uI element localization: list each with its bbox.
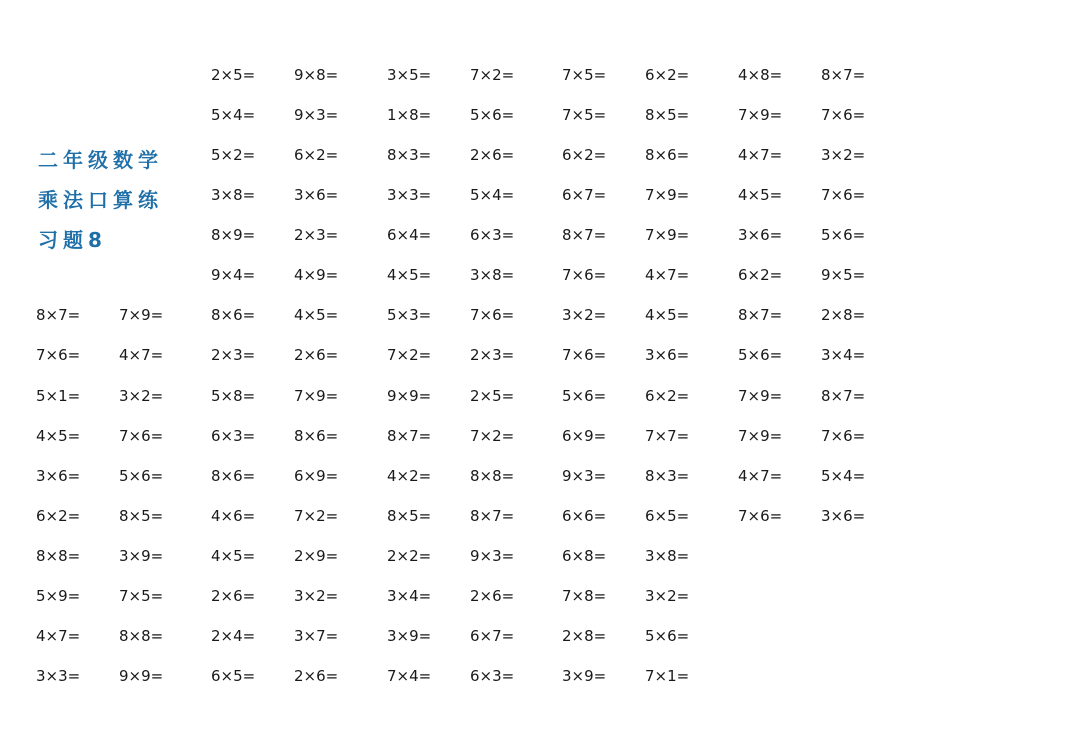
problem-item: 8×7= bbox=[36, 306, 81, 324]
problem-item: 7×6= bbox=[470, 306, 515, 324]
problem-item: 2×6= bbox=[470, 587, 515, 605]
problem-item: 3×4= bbox=[387, 587, 432, 605]
problem-item: 9×9= bbox=[387, 387, 432, 405]
problem-item: 8×7= bbox=[387, 427, 432, 445]
problem-item: 7×5= bbox=[562, 66, 607, 84]
problem-item: 4×8= bbox=[738, 66, 783, 84]
problem-item: 7×9= bbox=[645, 186, 690, 204]
problem-item: 2×2= bbox=[387, 547, 432, 565]
problem-item: 8×9= bbox=[211, 226, 256, 244]
problem-item: 2×3= bbox=[211, 346, 256, 364]
problem-item: 9×4= bbox=[211, 266, 256, 284]
problem-item: 7×6= bbox=[821, 106, 866, 124]
problem-item: 7×6= bbox=[562, 266, 607, 284]
problem-item: 7×6= bbox=[119, 427, 164, 445]
problem-item: 3×3= bbox=[387, 186, 432, 204]
problem-item: 8×8= bbox=[119, 627, 164, 645]
problem-item: 8×7= bbox=[738, 306, 783, 324]
problem-item: 6×3= bbox=[470, 667, 515, 685]
problem-item: 5×9= bbox=[36, 587, 81, 605]
problem-item: 3×2= bbox=[645, 587, 690, 605]
problem-item: 5×3= bbox=[387, 306, 432, 324]
problem-item: 6×2= bbox=[645, 66, 690, 84]
problem-item: 3×6= bbox=[36, 467, 81, 485]
problem-item: 6×6= bbox=[562, 507, 607, 525]
problem-item: 6×7= bbox=[470, 627, 515, 645]
problem-item: 8×7= bbox=[821, 66, 866, 84]
problem-item: 2×3= bbox=[294, 226, 339, 244]
problem-item: 2×6= bbox=[294, 346, 339, 364]
problem-item: 6×2= bbox=[645, 387, 690, 405]
worksheet-title bbox=[38, 140, 188, 260]
problem-item: 7×8= bbox=[562, 587, 607, 605]
problem-item: 4×5= bbox=[387, 266, 432, 284]
problem-item: 8×6= bbox=[211, 306, 256, 324]
problem-item: 7×4= bbox=[387, 667, 432, 685]
problem-item: 5×6= bbox=[119, 467, 164, 485]
problem-item: 8×7= bbox=[470, 507, 515, 525]
problem-item: 3×6= bbox=[738, 226, 783, 244]
problem-item: 6×2= bbox=[738, 266, 783, 284]
problem-item: 7×5= bbox=[119, 587, 164, 605]
problem-item: 5×1= bbox=[36, 387, 81, 405]
problem-item: 4×7= bbox=[738, 467, 783, 485]
problem-item: 5×4= bbox=[821, 467, 866, 485]
problem-item: 3×8= bbox=[645, 547, 690, 565]
problem-item: 9×3= bbox=[294, 106, 339, 124]
problem-item: 4×9= bbox=[294, 266, 339, 284]
problem-item: 3×5= bbox=[387, 66, 432, 84]
problem-item: 8×3= bbox=[387, 146, 432, 164]
problem-item: 5×6= bbox=[821, 226, 866, 244]
problem-item: 7×6= bbox=[821, 427, 866, 445]
problem-item: 5×6= bbox=[562, 387, 607, 405]
title-line-1: 二年级数学 bbox=[38, 148, 163, 172]
problem-item: 4×7= bbox=[119, 346, 164, 364]
problem-item: 6×4= bbox=[387, 226, 432, 244]
problem-item: 9×8= bbox=[294, 66, 339, 84]
problem-item: 3×9= bbox=[387, 627, 432, 645]
problem-item: 2×5= bbox=[211, 66, 256, 84]
problem-item: 7×6= bbox=[562, 346, 607, 364]
problem-item: 4×5= bbox=[645, 306, 690, 324]
problem-item: 7×6= bbox=[738, 507, 783, 525]
problem-item: 6×5= bbox=[645, 507, 690, 525]
problem-item: 7×9= bbox=[738, 106, 783, 124]
problem-item: 4×5= bbox=[211, 547, 256, 565]
problem-item: 7×1= bbox=[645, 667, 690, 685]
problem-item: 3×6= bbox=[294, 186, 339, 204]
problem-item: 2×6= bbox=[211, 587, 256, 605]
problem-item: 8×5= bbox=[119, 507, 164, 525]
problem-item: 4×5= bbox=[294, 306, 339, 324]
problem-item: 1×8= bbox=[387, 106, 432, 124]
problem-item: 9×3= bbox=[470, 547, 515, 565]
problem-item: 7×9= bbox=[645, 226, 690, 244]
problem-item: 6×3= bbox=[470, 226, 515, 244]
problem-item: 2×6= bbox=[294, 667, 339, 685]
title-line-2: 乘法口算练 bbox=[38, 188, 163, 212]
problem-item: 7×7= bbox=[645, 427, 690, 445]
problem-item: 4×5= bbox=[36, 427, 81, 445]
problem-item: 8×7= bbox=[821, 387, 866, 405]
problem-item: 6×9= bbox=[562, 427, 607, 445]
problem-item: 6×2= bbox=[562, 146, 607, 164]
problem-item: 9×9= bbox=[119, 667, 164, 685]
problem-item: 3×2= bbox=[821, 146, 866, 164]
problem-item: 7×9= bbox=[119, 306, 164, 324]
problem-item: 2×9= bbox=[294, 547, 339, 565]
problem-item: 2×5= bbox=[470, 387, 515, 405]
problem-item: 6×2= bbox=[36, 507, 81, 525]
problem-item: 4×7= bbox=[738, 146, 783, 164]
problem-item: 8×3= bbox=[645, 467, 690, 485]
problem-item: 5×8= bbox=[211, 387, 256, 405]
problem-item: 6×2= bbox=[294, 146, 339, 164]
problem-item: 8×8= bbox=[470, 467, 515, 485]
problem-item: 8×6= bbox=[645, 146, 690, 164]
problem-item: 8×6= bbox=[211, 467, 256, 485]
problem-item: 3×9= bbox=[562, 667, 607, 685]
problem-item: 5×2= bbox=[211, 146, 256, 164]
problem-item: 4×7= bbox=[645, 266, 690, 284]
problem-item: 4×7= bbox=[36, 627, 81, 645]
problem-item: 5×6= bbox=[470, 106, 515, 124]
problem-item: 2×6= bbox=[470, 146, 515, 164]
problem-item: 3×7= bbox=[294, 627, 339, 645]
problem-item: 3×6= bbox=[645, 346, 690, 364]
problem-item: 7×2= bbox=[470, 427, 515, 445]
title-line-3: 习题8 bbox=[38, 228, 107, 252]
problem-item: 6×5= bbox=[211, 667, 256, 685]
problem-item: 6×7= bbox=[562, 186, 607, 204]
problem-item: 3×4= bbox=[821, 346, 866, 364]
problem-item: 6×3= bbox=[211, 427, 256, 445]
problem-item: 5×4= bbox=[211, 106, 256, 124]
problem-item: 7×2= bbox=[294, 507, 339, 525]
problem-item: 9×5= bbox=[821, 266, 866, 284]
problem-item: 2×8= bbox=[821, 306, 866, 324]
problem-item: 4×2= bbox=[387, 467, 432, 485]
problem-item: 7×9= bbox=[738, 427, 783, 445]
problem-item: 7×6= bbox=[36, 346, 81, 364]
problem-item: 5×6= bbox=[738, 346, 783, 364]
problem-item: 3×9= bbox=[119, 547, 164, 565]
problem-item: 7×5= bbox=[562, 106, 607, 124]
problem-item: 7×9= bbox=[738, 387, 783, 405]
problem-item: 8×5= bbox=[387, 507, 432, 525]
problem-item: 7×9= bbox=[294, 387, 339, 405]
problem-item: 2×4= bbox=[211, 627, 256, 645]
problem-item: 7×6= bbox=[821, 186, 866, 204]
problem-item: 2×8= bbox=[562, 627, 607, 645]
problem-item: 3×6= bbox=[821, 507, 866, 525]
problem-item: 6×8= bbox=[562, 547, 607, 565]
problem-item: 9×3= bbox=[562, 467, 607, 485]
problem-item: 8×6= bbox=[294, 427, 339, 445]
problem-item: 3×2= bbox=[562, 306, 607, 324]
problem-item: 8×5= bbox=[645, 106, 690, 124]
problem-item: 4×5= bbox=[738, 186, 783, 204]
problem-item: 8×7= bbox=[562, 226, 607, 244]
problem-item: 5×4= bbox=[470, 186, 515, 204]
problem-item: 8×8= bbox=[36, 547, 81, 565]
problem-item: 3×8= bbox=[470, 266, 515, 284]
problem-item: 3×2= bbox=[294, 587, 339, 605]
problem-item: 7×2= bbox=[387, 346, 432, 364]
problem-item: 2×3= bbox=[470, 346, 515, 364]
problem-item: 3×3= bbox=[36, 667, 81, 685]
problem-item: 3×2= bbox=[119, 387, 164, 405]
problem-item: 5×6= bbox=[645, 627, 690, 645]
problem-item: 4×6= bbox=[211, 507, 256, 525]
problem-item: 6×9= bbox=[294, 467, 339, 485]
problem-item: 7×2= bbox=[470, 66, 515, 84]
problem-item: 3×8= bbox=[211, 186, 256, 204]
